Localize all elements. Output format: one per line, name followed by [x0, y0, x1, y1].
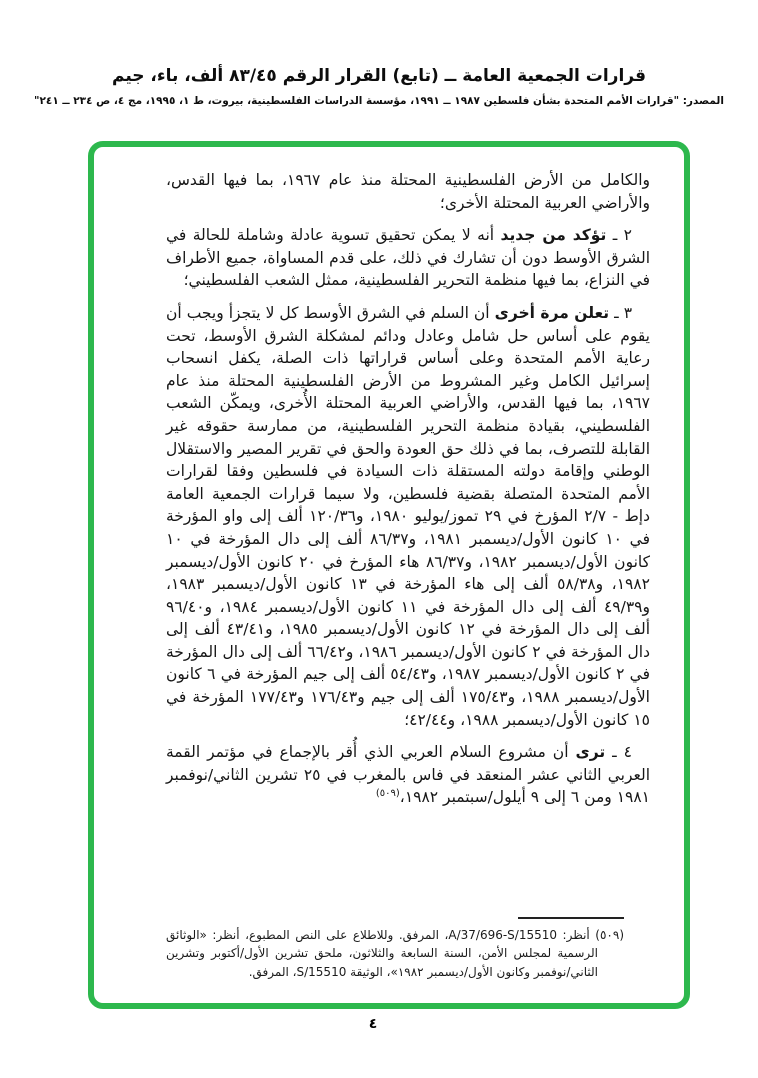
footnote-509	[166, 926, 624, 982]
resolution-body	[166, 169, 650, 819]
footnote-separator	[518, 917, 624, 919]
page-title: قرارات الجمعية العامة ــ (تابع) القرار الرقم ٨٣/٤٥ ألف، باء، جيم	[111, 66, 647, 86]
paragraph-text: أن السلم في الشرق الأوسط كل لا يتجزأ ويجب أن يقوم على أساس حل شامل وعادل ودائم لمشكلة الشرق الأوسط، تحت رعاية الأمم المتحدة وعلى أساس قراراتها ذات الصلة، يكفل انسحاب إسرائيل الكامل وغير المشروط من الأرض الفلسطينية المحتلة منذ عام ١٩٦٧، بما فيها القدس، والأراضي العربية المحتلة الأُخرى، ويمكّن الشعب الفلسطيني، بقيادة منظمة التحرير الفلسطينية، من ممارسة حقوقه غير القابلة للتصرف، بما في ذلك حق العودة والحق في تقرير المصير والاستقلال الوطني وإقامة دولته المستقلة ذات السيادة في فلسطين وفقا لقرارات الأمم المتحدة المتصلة بقضية فلسطين، ولا سيما قرارات الجمعية العامة دإط - ٢/٧ المؤرخ في ٢٩ تموز/يوليو ١٩٨٠، و١٢٠/٣٦ ألف إلى واو المؤرخة في ١٠ كانون الأول/ديسمبر ١٩٨١، و٨٦/٣٧ ألف إلى دال المؤرخة في ١٠ كانون الأول/ديسمبر ١٩٨٢، و٨٦/٣٧ هاء المؤرخ في ٢٠ كانون الأول/ديسمبر ١٩٨٢، و٥٨/٣٨ ألف إلى هاء المؤرخة في ١٣ كانون الأول/ديسمبر ١٩٨٣، و٤٩/٣٩ ألف إلى دال المؤرخة في ١١ كانون الأول/ديسمبر ١٩٨٤، و٩٦/٤٠ ألف إلى دال المؤرخة في ١٢ كانون الأول/ديسمبر ١٩٨٥، و٤٣/٤١ ألف إلى دال المؤرخة في ٢ كانون الأول/ديسمبر ١٩٨٦، و٦٦/٤٢ ألف إلى دال المؤرخة في ٢ كانون الأول/ديسمبر ١٩٨٧، و٥٤/٤٣ ألف إلى جيم المؤرخة في ٦ كانون الأول/ديسمبر ١٩٨٨، و١٧٥/٤٣ ألف إلى جيم و١٧٦/٤٣ و١٧٧/٤٣ المؤرخة في ١٥ كانون الأول/ديسمبر ١٩٨٨، و٤٢/٤٤؛	[166, 303, 651, 729]
paragraph-number: ٤ ـ	[605, 743, 632, 762]
paragraph-number: ٢ ـ	[606, 226, 632, 245]
footnote-section	[166, 917, 624, 982]
page-header	[0, 66, 758, 107]
source-line: المصدر: "قرارات الأمم المتحدة بشأن فلسطين ١٩٨٧ ــ ١٩٩١، مؤسسة الدراسات الفلسطينية، بيروت، ط ١، ١٩٩٥، مج ٤، ص ٢٣٤ ــ ٢٤١"	[34, 95, 724, 107]
paragraph-text: والكامل من الأرض الفلسطينية المحتلة منذ عام ١٩٦٧، بما فيها القدس، والأراضي العربية المحتلة الأخرى؛	[166, 171, 650, 212]
footnote-text: أنظر: A/37/696-S/15510، المرفق. وللاطلاع على النص المطبوع، أنظر: «الوثائق الرسمية لمجلس الأمن، السنة السابعة والثلاثون، ملحق تشرين الأول/أكتوبر وتشرين الثاني/نوفمبر وكانون الأول/ديسمبر ١٩٨٢»، الوثيقة S/15510، المرفق.	[166, 927, 598, 979]
paragraph-4	[166, 741, 650, 809]
paragraph-number: ٣ ـ	[609, 303, 633, 322]
paragraph-lead-bold: تؤكد من جديد	[500, 226, 607, 245]
footnote-reference: (٥٠٩)	[375, 788, 400, 800]
resolution-frame	[88, 141, 690, 1009]
page-number: ٤	[368, 1016, 378, 1032]
paragraph-text: أن مشروع السلام العربي الذي أُقر بالإجماع في مؤتمر القمة العربي الثاني عشر المنعقد في فاس بالمغرب في ٢٥ تشرين الثاني/نوفمبر ١٩٨١ ومن ٦ إلى ٩ أيلول/سبتمبر ١٩٨٢،	[166, 743, 651, 807]
footnote-marker: (٥٠٩)	[589, 927, 625, 942]
paragraph-3	[166, 302, 650, 731]
paragraph-lead-bold: تعلن مرة أخرى	[494, 303, 610, 322]
paragraph-text: أنه لا يمكن تحقيق تسوية عادلة وشاملة للحالة في الشرق الأوسط دون أن تشارك في ذلك، على قدم المساواة، جميع الأطراف في النزاع، بما فيها منظمة التحرير الفلسطينية، ممثل الشعب الفلسطيني؛	[166, 226, 650, 290]
paragraph-continuation	[166, 169, 650, 214]
paragraph-2	[166, 224, 650, 292]
paragraph-lead-bold: ترى	[575, 743, 606, 762]
